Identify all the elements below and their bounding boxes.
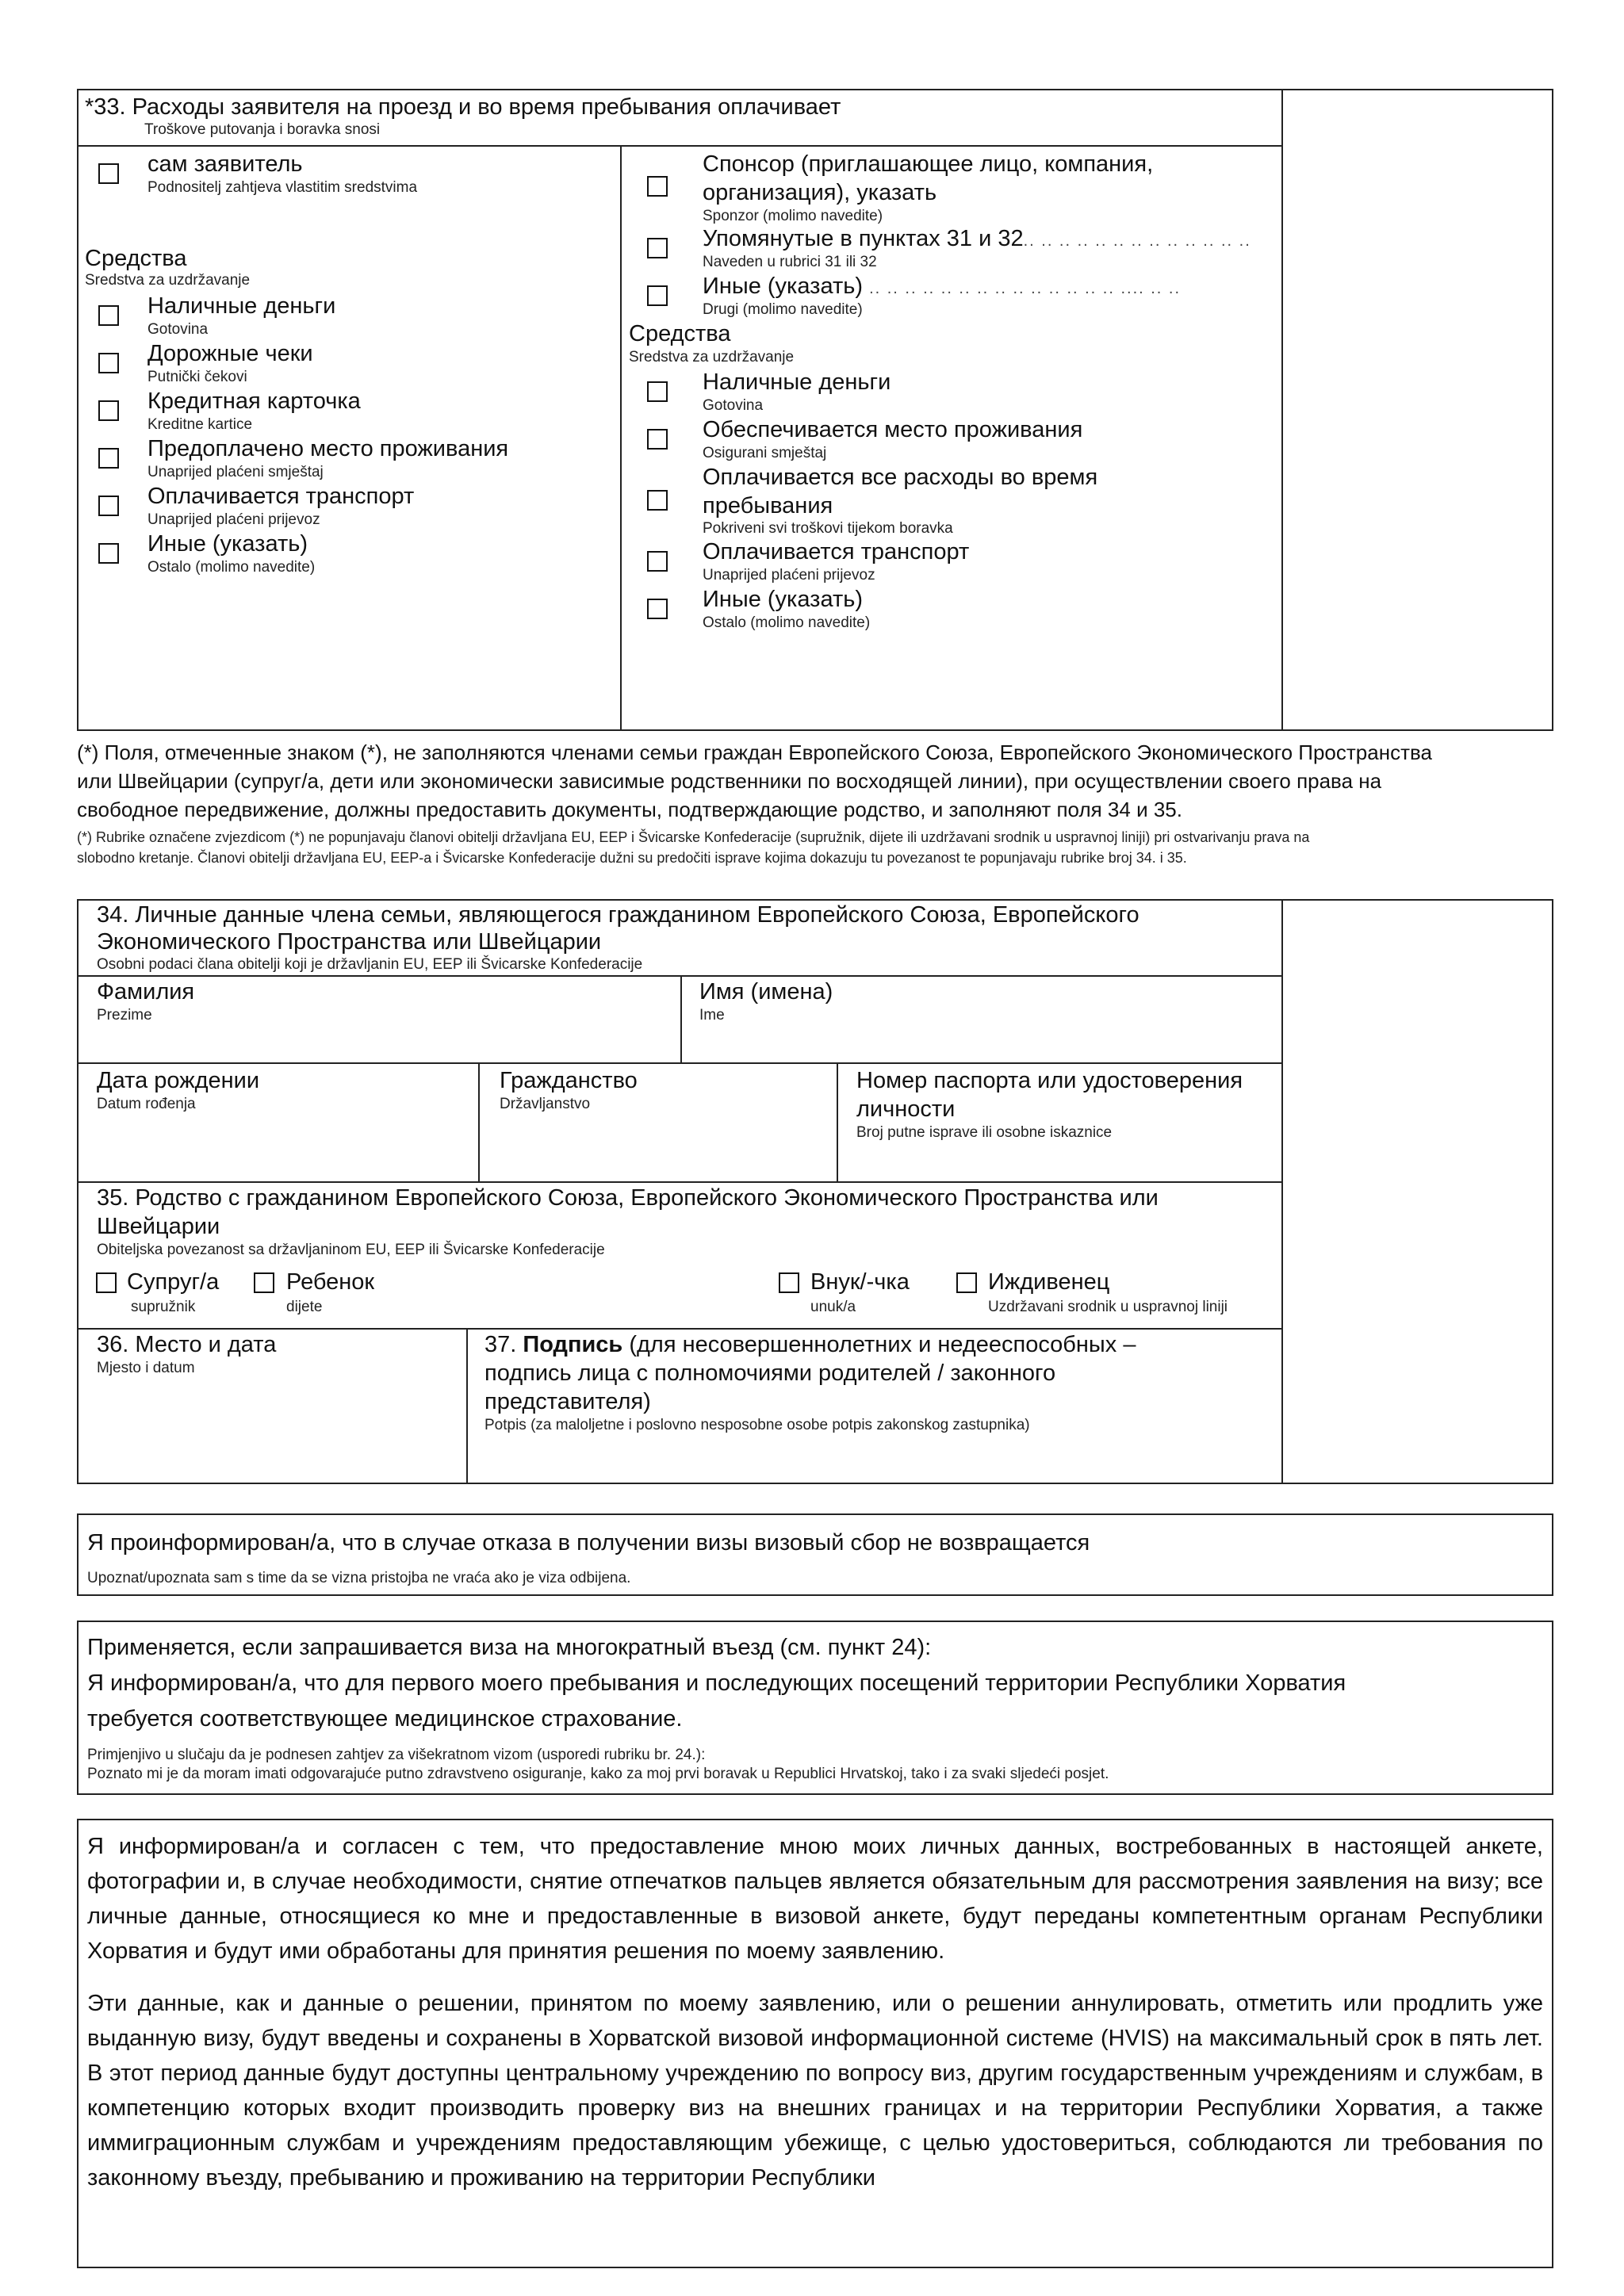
sponsor-ref-31-32-label: Упомянутые в пунктах 31 и 32.. .. .. .. .. .. .. .. .. .. .. .. ..	[703, 226, 1251, 251]
dependent-label-hr: Uzdržavani srodnik u uspravnoj liniji	[988, 1299, 1228, 1315]
passport-number-label-line1[interactable]: Номер паспорта или удостоверения	[856, 1068, 1243, 1093]
section-35-divider	[77, 1181, 1283, 1183]
applicant-card-label-hr: Kreditne kartice	[147, 416, 253, 433]
section-35-title-line2: Швейцарии	[97, 1214, 220, 1239]
sponsor-other-means-checkbox[interactable]	[647, 599, 668, 619]
date-of-birth-label[interactable]: Дата рождении	[97, 1068, 260, 1093]
sponsor-label-line2: организация), указать	[703, 180, 937, 205]
citizenship-label[interactable]: Гражданство	[500, 1068, 638, 1093]
surname-name-divider	[680, 975, 682, 1062]
multiple-entry-ru-line1: Применяется, если запрашивается виза на многократный въезд (см. пункт 24):	[87, 1635, 932, 1660]
note-ru-line2: или Швейцарии (супруг/а, дети или экономически зависимые родственники по восходящей линии), при осуществлении своего права на	[77, 769, 1382, 793]
sponsor-transport-checkbox[interactable]	[647, 551, 668, 572]
section-33-column-divider	[620, 145, 622, 731]
sponsor-label-hr: Sponzor (molimo navedite)	[703, 208, 883, 224]
passport-number-label-line2: личности	[856, 1096, 956, 1122]
sponsor-checkbox[interactable]	[647, 176, 668, 197]
sponsor-ref-31-32-label-hr: Naveden u rubrici 31 ili 32	[703, 254, 877, 270]
row-2-divider	[77, 1062, 1283, 1064]
applicant-accommodation-checkbox[interactable]	[98, 448, 119, 469]
sponsor-cash-checkbox[interactable]	[647, 381, 668, 402]
citizenship-passport-divider	[837, 1062, 838, 1181]
sponsor-cash-label: Наличные деньги	[703, 369, 891, 395]
section-33-title: *33. Расходы заявителя на проезд и во время пребывания оплачивает	[85, 94, 841, 120]
place-and-date-label-hr: Mjesto i datum	[97, 1360, 195, 1376]
place-signature-divider	[466, 1328, 468, 1484]
child-checkbox[interactable]	[254, 1272, 274, 1293]
sponsor-other-label: Иные (указать) .. .. .. .. .. .. .. .. .. .. .. .. .. .. .... .. ..	[703, 274, 1182, 299]
sponsor-cash-label-hr: Gotovina	[703, 397, 764, 414]
child-label-hr: dijete	[286, 1299, 323, 1315]
applicant-other-label-hr: Ostalo (molimo navedite)	[147, 559, 316, 576]
applicant-self-checkbox[interactable]	[98, 163, 119, 184]
section-35-title-hr: Obiteljska povezanost sa državljaninom EU, EEP ili Švicarske Konfederacije	[97, 1242, 605, 1258]
sponsor-transport-label: Оплачивается транспорт	[703, 539, 970, 564]
visa-fee-notice-hr: Upoznat/upoznata sam s time da se vizna pristojba ne vraća ako je viza odbijena.	[87, 1570, 631, 1586]
visa-fee-notice-ru: Я проинформирован/а, что в случае отказа в получении визы визовый сбор не возвращается	[87, 1530, 1090, 1556]
signature-label-hr: Potpis (za maloljetne i poslovno nesposobne osobe potpis zakonskog zastupnika)	[485, 1417, 1030, 1433]
multiple-entry-ru-line2: Я информирован/а, что для первого моего пребывания и последующих посещений территории Республики Хорватия	[87, 1670, 1346, 1696]
section-34-title-hr: Osobni podaci člana obitelji koji je državljanin EU, EEP ili Švicarske Konfederacije	[97, 956, 643, 973]
surname-label[interactable]: Фамилия	[97, 979, 195, 1004]
note-ru-line1: (*) Поля, отмеченные знаком (*), не заполняются членами семьи граждан Европейского Союза, Европейского Экономического Пространства	[77, 740, 1432, 764]
dependent-label: Иждивенец	[988, 1269, 1110, 1295]
spouse-label-hr: supružnik	[131, 1299, 196, 1315]
sponsor-means-heading: Средства	[629, 321, 731, 346]
dob-citizenship-divider	[478, 1062, 480, 1181]
grandchild-label-hr: unuk/a	[810, 1299, 856, 1315]
applicant-self-label-hr: Podnositelj zahtjeva vlastitim sredstvima	[147, 179, 418, 196]
section-33-title-hr: Troškove putovanja i boravka snosi	[144, 121, 381, 138]
spouse-checkbox[interactable]	[96, 1272, 117, 1293]
sponsor-accommodation-label-hr: Osigurani smještaj	[703, 445, 827, 461]
surname-label-hr: Prezime	[97, 1007, 152, 1024]
section-33-title-divider	[77, 145, 1283, 147]
multiple-entry-hr-line2: Poznato mi je da moram imati odgovarajuće putno zdravstveno osiguranje, kako za moj prvi boravak u Republici Hrvatskoj, tako i za svaki sljedeći posjet.	[87, 1766, 1109, 1782]
applicant-self-label: сам заявитель	[147, 151, 303, 177]
data-consent-paragraph-1: Я информирован/а и согласен с тем, что предоставление мною моих личных данных, востребованных в настоящей анкете, фотографии и, в случае необходимости, снятие отпечатков пальцев является обязательным для рассмотрения заявления на визу; все личные данные, относящиеся ко мне и предоставленные в визовой анкете, будут переданы компетентным органам Республики Хорватия и будут ими обработаны для принятия решения по моему заявлению.	[87, 1834, 1543, 1964]
sponsor-transport-label-hr: Unaprijed plaćeni prijevoz	[703, 567, 875, 584]
applicant-cash-checkbox[interactable]	[98, 305, 119, 326]
sponsor-all-costs-label-line2: пребывания	[703, 493, 833, 519]
given-name-label-hr: Ime	[699, 1007, 725, 1024]
signature-label-line1[interactable]: 37. Подпись (для несовершеннолетних и недееспособных –	[485, 1332, 1136, 1357]
applicant-cheques-checkbox[interactable]	[98, 353, 119, 373]
given-name-label[interactable]: Имя (имена)	[699, 979, 833, 1004]
signature-label-line3: представителя)	[485, 1389, 651, 1414]
sponsor-ref-31-32-checkbox[interactable]	[647, 238, 668, 258]
section-34-37-side-divider	[1281, 899, 1283, 1484]
section-35-title-line1: 35. Родство с гражданином Европейского Союза, Европейского Экономического Пространства или	[97, 1185, 1159, 1211]
applicant-cheques-label-hr: Putnički čekovi	[147, 369, 247, 385]
applicant-cheques-label: Дорожные чеки	[147, 341, 313, 366]
spouse-label: Супруг/а	[127, 1269, 220, 1295]
applicant-transport-checkbox[interactable]	[98, 496, 119, 516]
sponsor-other-label-hr: Drugi (molimo navedite)	[703, 301, 863, 318]
sponsor-other-means-label-hr: Ostalo (molimo navedite)	[703, 614, 871, 631]
sponsor-accommodation-label: Обеспечивается место проживания	[703, 417, 1083, 442]
sponsor-all-costs-checkbox[interactable]	[647, 490, 668, 511]
applicant-transport-label: Оплачивается транспорт	[147, 484, 415, 509]
sponsor-label-line1: Спонсор (приглашающее лицо, компания,	[703, 151, 1154, 177]
applicant-cash-label: Наличные деньги	[147, 293, 336, 319]
dependent-checkbox[interactable]	[956, 1272, 977, 1293]
citizenship-label-hr: Državljanstvo	[500, 1096, 591, 1112]
sponsor-other-means-label: Иные (указать)	[703, 587, 864, 612]
applicant-cash-label-hr: Gotovina	[147, 321, 209, 338]
applicant-other-checkbox[interactable]	[98, 543, 119, 564]
data-consent-paragraph-2: Эти данные, как и данные о решении, принятом по моему заявлению, или о решении аннулировать, отметить или продлить уже выданную визу, будут введены и сохранены в Хорватской визовой информационной системе (HVIS) на максимальный срок в пять лет. В этот период данные будут доступны центральному учреждению по вопросу виз, другим государственным учреждениям и службам, в компетенцию которых входит производить проверку виз на внешних границах и на территории Республики Хорватия, а также иммиграционным службам и учреждениям предоставляющим убежище, с целью удостовериться, соблюдаются ли требования по законному въезду, пребыванию и проживанию на территории Республики	[87, 1991, 1543, 2191]
sponsor-ref-dotted-line[interactable]: .. .. .. .. .. .. .. .. .. .. .. .. ..	[1023, 232, 1251, 250]
sponsor-other-checkbox[interactable]	[647, 285, 668, 306]
signature-label-line2: подпись лица с полномочиями родителей / законного	[485, 1360, 1056, 1386]
applicant-accommodation-label: Предоплачено место проживания	[147, 436, 509, 461]
applicant-transport-label-hr: Unaprijed plaćeni prijevoz	[147, 511, 320, 528]
child-label: Ребенок	[286, 1269, 375, 1295]
sponsor-all-costs-label-hr: Pokriveni svi troškovi tijekom boravka	[703, 520, 953, 537]
applicant-means-heading: Средства	[85, 246, 187, 271]
sponsor-means-heading-hr: Sredstva za uzdržavanje	[629, 349, 795, 365]
note-hr-line1: (*) Rubrike označene zvjezdicom (*) ne popunjavaju članovi obitelji državljana EU, EEP i Švicarske Konfederacije (supružnik, dijete ili uzdržavani srodnik u uspravnoj liniji) pri ostvarivanju prava na	[77, 829, 1310, 845]
section-34-title-line2: Экономического Пространства или Швейцарии	[97, 929, 602, 955]
applicant-other-label: Иные (указать)	[147, 531, 308, 557]
section-36-37-divider	[77, 1328, 1283, 1330]
applicant-accommodation-label-hr: Unaprijed plaćeni smještaj	[147, 464, 324, 480]
section-34-title-line1: 34. Личные данные члена семьи, являющегося гражданином Европейского Союза, Европейского	[97, 902, 1139, 928]
grandchild-label: Внук/-чка	[810, 1269, 910, 1295]
sponsor-accommodation-checkbox[interactable]	[647, 429, 668, 450]
sponsor-all-costs-label-line1: Оплачивается все расходы во время	[703, 465, 1098, 490]
section-33-side-divider	[1281, 89, 1283, 731]
note-hr-line2: slobodno kretanje. Članovi obitelji državljana EU, EEP-a i Švicarske Konfederacije dužni su predočiti isprave kojima dokazuju tu povezanost te popunjavaju rubrike broj 34. i 35.	[77, 850, 1187, 866]
applicant-means-heading-hr: Sredstva za uzdržavanje	[85, 272, 251, 289]
passport-number-label-hr: Broj putne isprave ili osobne iskaznice	[856, 1124, 1113, 1141]
applicant-card-checkbox[interactable]	[98, 400, 119, 421]
sponsor-other-dotted-line[interactable]: .. .. .. .. .. .. .. .. .. .. .. .. .. .. .... .. ..	[869, 280, 1182, 297]
multiple-entry-ru-line3: требуется соответствующее медицинское страхование.	[87, 1706, 683, 1732]
applicant-card-label: Кредитная карточка	[147, 388, 361, 414]
grandchild-checkbox[interactable]	[779, 1272, 799, 1293]
multiple-entry-hr-line1: Primjenjivo u slučaju da je podnesen zahtjev za višekratnom vizom (usporedi rubriku br. 24.):	[87, 1747, 706, 1763]
note-ru-line3: свободное передвижение, должны предоставить документы, подтверждающие родство, и заполняют поля 34 и 35.	[77, 798, 1182, 821]
date-of-birth-label-hr: Datum rođenja	[97, 1096, 196, 1112]
place-and-date-label[interactable]: 36. Место и дата	[97, 1332, 277, 1357]
